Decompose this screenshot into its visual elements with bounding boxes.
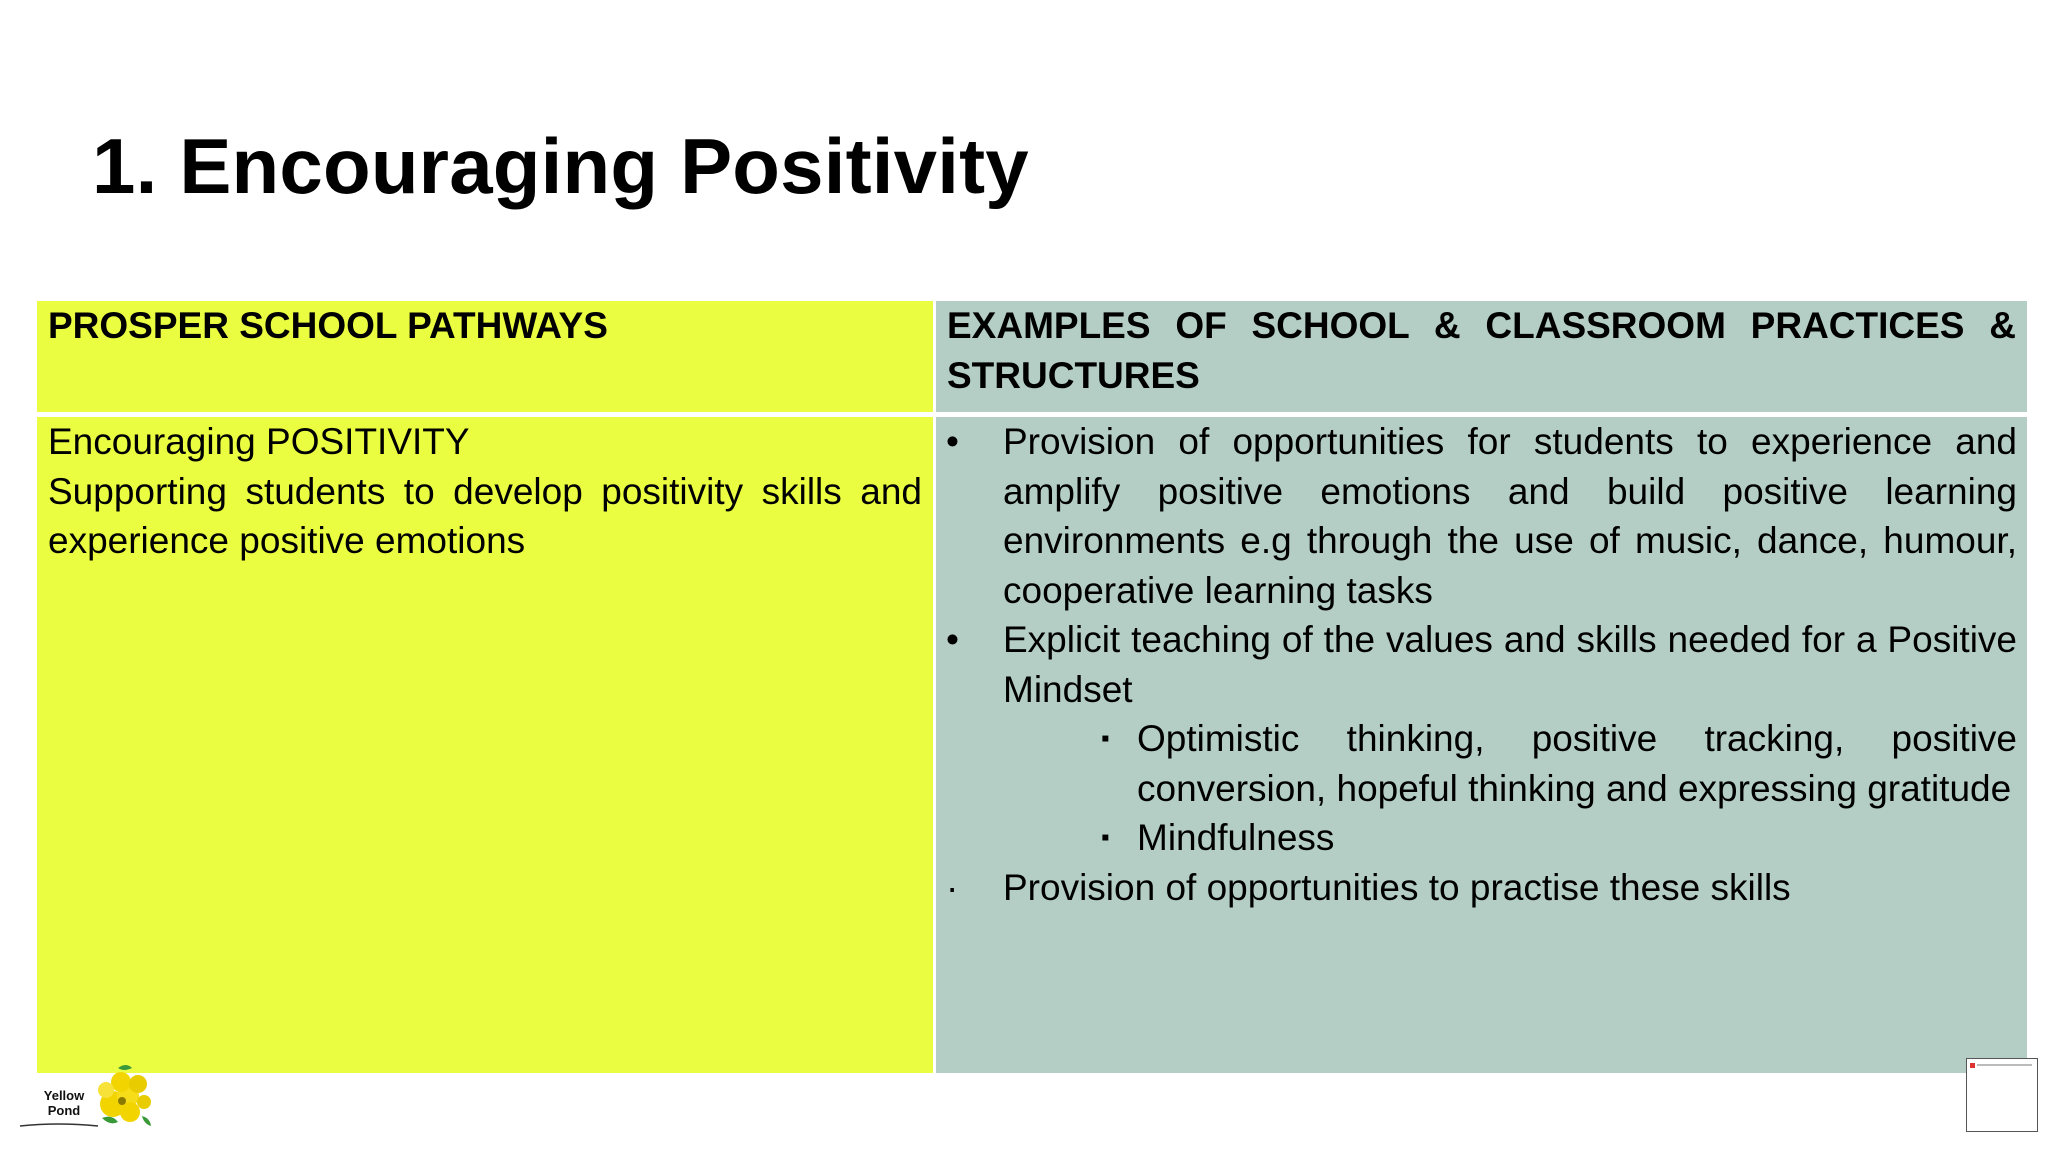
pathway-heading: Encouraging POSITIVITY — [48, 421, 470, 462]
bullet-icon: • — [946, 421, 959, 462]
yellow-pond-logo — [18, 1056, 153, 1136]
thumbnail-text-line — [1977, 1064, 2032, 1066]
pathway-cell — [37, 417, 933, 1073]
sub-list-item-text: Optimistic thinking, positive tracking, positive conversion, hopeful thinking and expressing gratitude — [1137, 718, 2017, 809]
header-right-label: EXAMPLES OF SCHOOL & CLASSROOM PRACTICES & STRUCTURES — [947, 305, 2016, 396]
pathway-description-line-1: Supporting students to develop positivity skills and — [48, 470, 922, 512]
bullet-icon: · — [946, 866, 959, 908]
list-item-text: Explicit teaching of the values and skills needed for a Positive Mindset — [1003, 619, 2017, 710]
square-bullet-icon: ▪ — [1101, 725, 1110, 752]
slide-thumbnail — [1966, 1058, 2038, 1132]
bullet-icon: • — [946, 619, 959, 660]
thumbnail-marker — [1970, 1063, 1975, 1068]
logo-wordmark — [36, 1088, 92, 1118]
square-bullet-icon: ▪ — [1101, 824, 1110, 851]
logo-line-2: Pond — [47, 1103, 81, 1118]
list-item-text: Provision of opportunities to practise these skills — [1003, 866, 1791, 908]
list-item — [936, 417, 2027, 615]
logo-line-1: Yellow — [43, 1088, 85, 1103]
sub-list-item — [936, 714, 2027, 813]
sub-list-item — [936, 813, 2027, 863]
list-item — [936, 863, 2027, 913]
pathways-table — [37, 301, 2027, 1073]
practices-cell — [936, 417, 2027, 1073]
sub-list-item-text: Mindfulness — [1137, 817, 1335, 858]
list-item — [936, 615, 2027, 714]
header-prosper-pathways — [37, 301, 933, 412]
list-item-text: Provision of opportunities for students to experience and amplify positive emotions and build positive learning environments e.g through the use of music, dance, humour, cooperative learning tasks — [1003, 421, 2017, 611]
pathway-description-line-2: experience positive emotions — [48, 520, 526, 561]
header-left-label: PROSPER SCHOOL PATHWAYS — [48, 305, 608, 346]
header-examples-practices — [936, 301, 2027, 412]
slide-title: 1. Encouraging Positivity — [92, 122, 1029, 210]
